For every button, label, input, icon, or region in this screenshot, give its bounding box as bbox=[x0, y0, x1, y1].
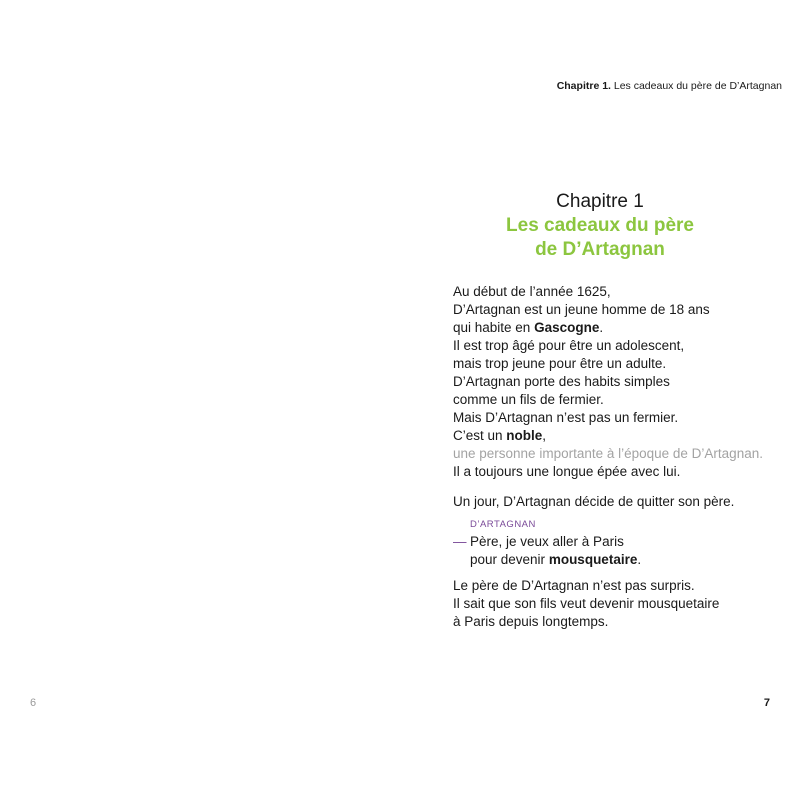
glossary-term-gascogne: Gascogne bbox=[534, 320, 600, 335]
chapter-title-line-1: Les cadeaux du père bbox=[506, 215, 694, 236]
dialogue bbox=[453, 533, 793, 569]
dialogue-line bbox=[453, 533, 793, 551]
paragraph-2 bbox=[453, 493, 793, 511]
text-run: qui habite en bbox=[453, 320, 535, 335]
text-line: Il est trop âgé pour être un adolescent, bbox=[453, 338, 685, 353]
page-number-left: 6 bbox=[30, 697, 37, 709]
dialogue-dash: — bbox=[453, 534, 467, 549]
text-run: C’est un bbox=[453, 428, 507, 443]
glossary-term-noble: noble bbox=[506, 428, 543, 443]
definition-note: une personne importante à l’époque de D’Artagnan. bbox=[453, 446, 763, 461]
paragraph-3 bbox=[453, 577, 793, 631]
body-text bbox=[453, 283, 793, 631]
text-line: D’Artagnan est un jeune homme de 18 ans bbox=[453, 302, 710, 317]
running-header bbox=[557, 80, 782, 92]
chapter-heading bbox=[400, 190, 800, 262]
text-line: Le père de D’Artagnan n’est pas surpris. bbox=[453, 578, 695, 593]
text-line: Il sait que son fils veut devenir mousquetaire bbox=[453, 596, 720, 611]
right-page bbox=[400, 0, 800, 800]
page-number-right: 7 bbox=[763, 697, 770, 709]
text-line bbox=[453, 427, 793, 445]
text-run: . bbox=[599, 320, 604, 335]
text-line: à Paris depuis longtemps. bbox=[453, 614, 609, 629]
running-header-chapter-title: Les cadeaux du père de D’Artagnan bbox=[613, 80, 782, 92]
glossary-term-mousquetaire: mousquetaire bbox=[548, 552, 638, 567]
text-run: , bbox=[542, 428, 547, 443]
text-line: Un jour, D’Artagnan décide de quitter son père. bbox=[453, 494, 735, 509]
text-line: comme un fils de fermier. bbox=[453, 392, 604, 407]
chapter-title-line-2: de D’Artagnan bbox=[535, 239, 665, 260]
speaker-label: D’ARTAGNAN bbox=[470, 519, 536, 530]
running-header-chapter-label: Chapitre 1. bbox=[556, 80, 611, 92]
text-run: Père, je veux aller à Paris bbox=[470, 534, 624, 549]
text-run: . bbox=[637, 552, 642, 567]
text-run: pour devenir bbox=[470, 552, 549, 567]
text-line: Mais D’Artagnan n’est pas un fermier. bbox=[453, 410, 679, 425]
dialogue-line bbox=[453, 551, 793, 569]
text-line: mais trop jeune pour être un adulte. bbox=[453, 356, 667, 371]
text-line: Au début de l’année 1625, bbox=[453, 284, 611, 299]
text-line bbox=[453, 319, 793, 337]
text-line: D’Artagnan porte des habits simples bbox=[453, 374, 670, 389]
chapter-number: Chapitre 1 bbox=[556, 191, 644, 212]
text-line: Il a toujours une longue épée avec lui. bbox=[453, 464, 681, 479]
paragraph-1 bbox=[453, 283, 793, 481]
